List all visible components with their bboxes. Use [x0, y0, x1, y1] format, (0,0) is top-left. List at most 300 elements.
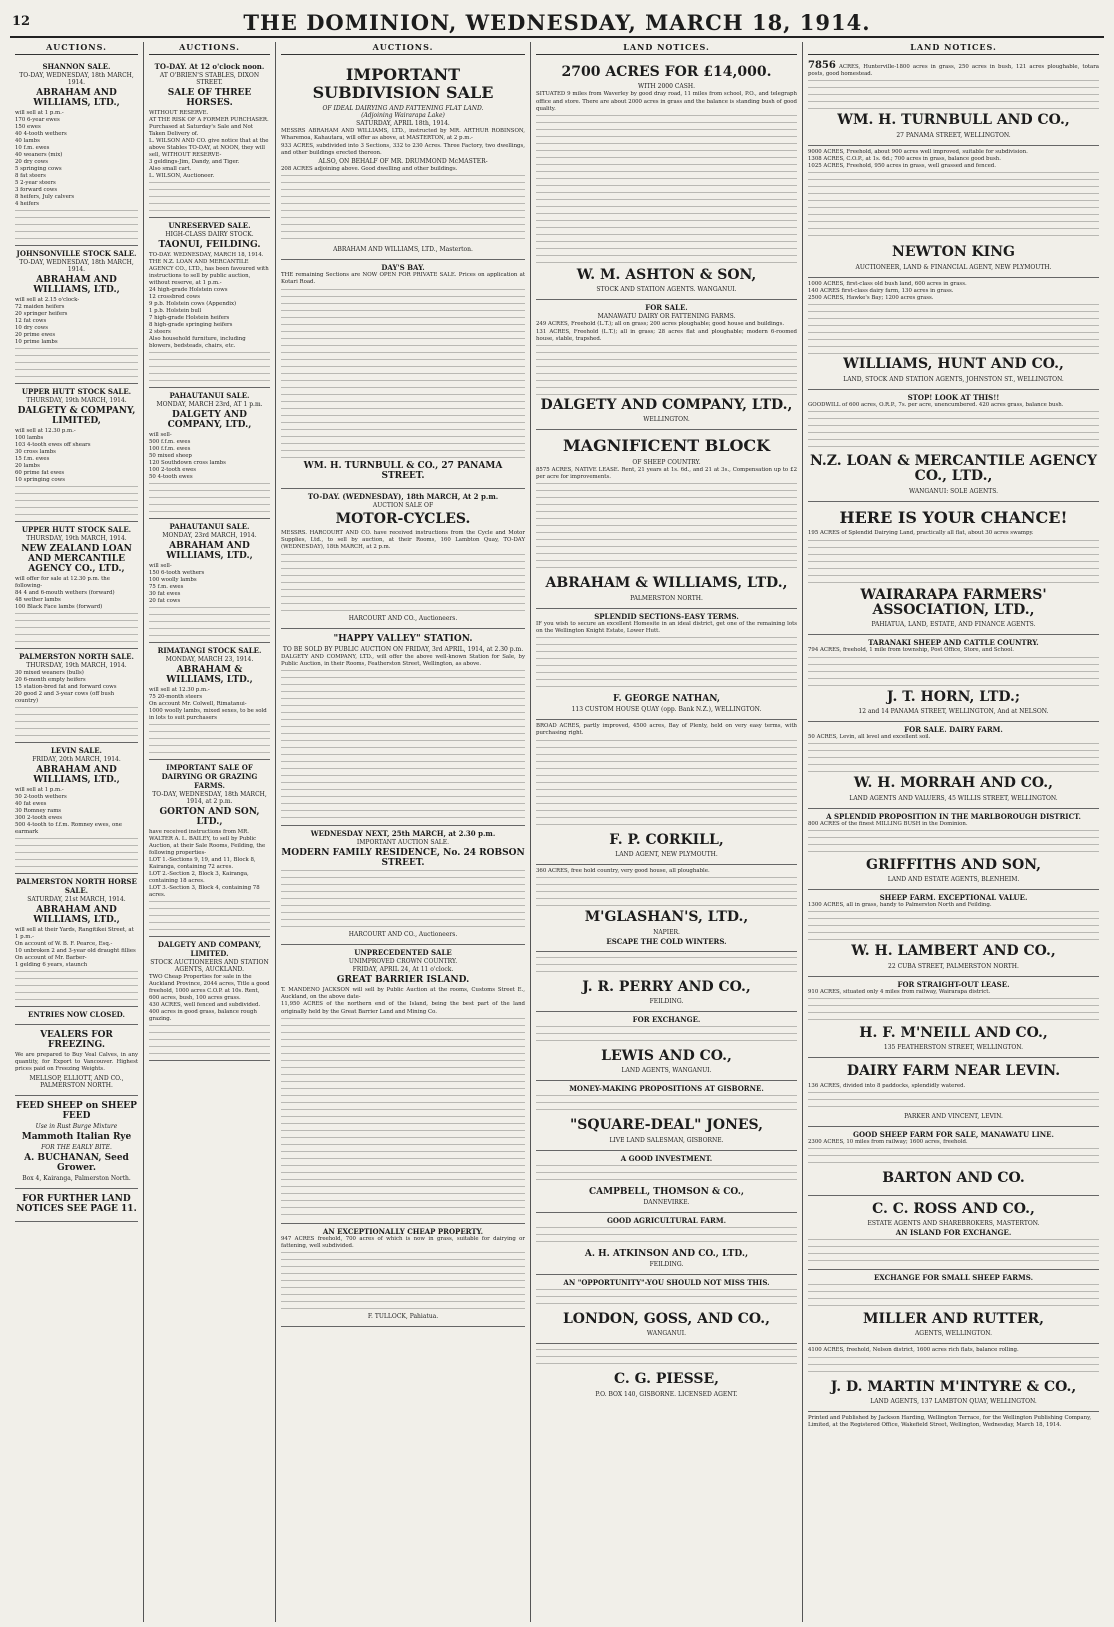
- ad-big: 2700 ACRES FOR £14,000.: [561, 64, 772, 80]
- body-text-lines: [536, 1026, 797, 1046]
- list-item: L. WILSON AND CO. give notice that at the above Stables TO-DAY, at NOON, they will sell, WITHOUT RESERVE-: [149, 138, 269, 158]
- list-item: On account Mr. Colwell, Rimatanui-: [149, 701, 247, 707]
- ad-sub: LAND AGENTS, 137 LAMBTON QUAY, WELLINGTON.: [870, 1397, 1037, 1405]
- ad-title: TO-DAY. At 12 o'clock noon.: [154, 62, 265, 71]
- ad-date: MONDAY, MARCH 23, 1914.: [165, 656, 254, 663]
- ad-text: T. MANDENO JACKSON will sell by Public Auction at the rooms, Customs Street E., Auckland, on the above date-: [281, 987, 525, 1001]
- imprint: Printed and Published by Jackson Harding, Wellington Terrace, for the Wellington Publishing Company, Limited, at the Registered Office, Wakefield Street, Wellington, Wednesday, March 18, 1914.: [808, 1414, 1092, 1428]
- feed-addr: Box 4, Kairanga, Palmerston North.: [22, 1174, 131, 1182]
- ad-text: 136 ACRES, divided into 8 paddocks, splendidly watered.: [808, 1082, 966, 1089]
- ad-title: PALMERSTON NORTH HORSE SALE.: [16, 877, 137, 895]
- ad-title: TO-DAY. (WEDNESDAY), 18th MARCH, At 2 p.m.: [307, 491, 499, 501]
- list-item: Also small cart.: [149, 166, 192, 172]
- columns: [10, 42, 1104, 1622]
- body-text-lines: [15, 486, 138, 516]
- list-item: WITHOUT RESERVE.: [149, 110, 209, 116]
- london-ad: [536, 1275, 797, 1344]
- ad-firm: ABRAHAM & WILLIAMS, LTD.,: [166, 665, 253, 685]
- list-item: 2 steers: [149, 329, 171, 335]
- ad-sub: STOCK AND STATION AGENTS. WANGANUI.: [596, 286, 737, 294]
- list-item: 100 Black Face lambs (forward): [15, 604, 103, 610]
- list-item: 9 p.b. Holstein cows (Appendix): [149, 301, 237, 307]
- ad-title: LEVIN SALE.: [51, 746, 102, 755]
- ad-title: SHANNON SALE.: [42, 62, 111, 71]
- manawatu-ad: [536, 300, 797, 430]
- magnificent-block-ad: [536, 430, 797, 608]
- happy-valley-ad: [281, 629, 525, 826]
- list-item: 5 springing cows: [15, 166, 62, 172]
- acre-figure: 7856: [808, 60, 836, 71]
- list-item: 100 woolly lambs: [149, 577, 197, 583]
- ad-title: FOR STRAIGHT-OUT LEASE.: [897, 979, 1010, 989]
- list-item: will sell at 12.30 p.m.-: [149, 687, 210, 693]
- horn-ad: [808, 635, 1099, 722]
- ad-addr: WELLINGTON.: [643, 416, 690, 424]
- list-item: 10 dry cows: [15, 325, 49, 331]
- ad-firm: H. F. M'NEILL AND CO.,: [859, 1024, 1048, 1041]
- feed-title: FEED SHEEP on SHEEP FEED: [16, 1100, 137, 1121]
- column-header: LAND NOTICES.: [536, 42, 797, 55]
- lot-list: [149, 563, 270, 605]
- ad-addr: 113 CUSTOM HOUSE QUAY (opp. Bank N.Z.), WELLINGTON.: [571, 706, 762, 714]
- list-item: 12 fat cows: [15, 318, 47, 324]
- ad-title: GOOD SHEEP FARM FOR SALE, MANAWATU LINE.: [853, 1129, 1054, 1139]
- column-1: [10, 42, 144, 1622]
- body-text-lines: [808, 1148, 1099, 1168]
- ad-date: THURSDAY, 19th MARCH, 1914.: [26, 535, 127, 542]
- feed-sub2: FOR THE EARLY BITE.: [41, 1143, 112, 1151]
- list-item: 100 f.f.m. ewes: [149, 446, 191, 452]
- body-text-lines: [149, 182, 270, 212]
- ad-firm: GRIFFITHS AND SON,: [866, 856, 1041, 873]
- ad-lot: 2500 ACRES, Hawke's Bay; 1200 acres grass.: [808, 295, 934, 302]
- list-item: will sell-: [149, 432, 172, 438]
- body-text-lines: [808, 1284, 1099, 1309]
- auction-list: [149, 59, 270, 1061]
- ad-big: GREAT BARRIER ISLAND.: [336, 975, 470, 986]
- motorcycle-ad: [281, 489, 525, 629]
- ad-sub: OF IDEAL DAIRYING AND FATTENING FLAT LAND.: [322, 105, 484, 113]
- ad-text: DALGETY AND COMPANY, LTD., will offer the above well-known Station for Sale, by Public Auction, in their Rooms, Featherston Street, Wellington, as above.: [281, 653, 525, 667]
- auction-ad: [15, 246, 138, 384]
- ad-date: MONDAY, MARCH 23rd, AT 1 p.m.: [156, 401, 263, 408]
- body-text-lines: [281, 670, 525, 820]
- list-item: will sell at their Yards, Rangitikei Street, at 1 p.m.-: [15, 927, 134, 940]
- lot-list: [15, 576, 138, 611]
- barrier-island-ad: [281, 945, 525, 1224]
- ad-addr: PALMERSTON NORTH.: [630, 594, 703, 602]
- ad-firm: HARCOURT AND CO., Auctioneers.: [348, 614, 458, 622]
- vealers-firm: MELLSOP, ELLIOTT, AND CO., PALMERSTON NORTH.: [29, 1074, 124, 1089]
- lot-list: [15, 297, 138, 346]
- body-text-lines: [808, 411, 1099, 451]
- ad-big: MOTOR-CYCLES.: [335, 510, 471, 527]
- auction-list: [15, 59, 138, 1007]
- ad-text: IF you wish to secure an excellent Homesite in an ideal district, get one of the remaining lots on the Wellington Knight Estate, Lower Hutt.: [536, 620, 797, 634]
- list-item: AT THE RISK OF A FORMER PURCHASER.: [149, 117, 269, 123]
- list-item: 300 2-tooth ewes: [15, 815, 63, 821]
- list-item: 150 6-tooth wethers: [149, 570, 205, 576]
- list-item: On account of Mr. Barber-: [15, 955, 87, 961]
- ad-firm: A. H. ATKINSON AND CO., LTD.,: [584, 1248, 749, 1259]
- feed-firm: A. BUCHANAN, Seed Grower.: [24, 1152, 129, 1173]
- list-item: 15 f.m. ewes: [15, 456, 50, 462]
- ad-sub: AGENTS, WELLINGTON.: [914, 1330, 993, 1338]
- body-text-lines: [281, 554, 525, 614]
- lot-list: [149, 110, 270, 180]
- ad-firm: HARCOURT AND CO., Auctioneers.: [348, 931, 458, 939]
- list-item: 5 2-year steers: [15, 180, 56, 186]
- masthead: [10, 6, 1104, 38]
- body-text-lines: [281, 1252, 525, 1312]
- list-item: 3 geldings-Jim, Dandy, and Tiger.: [149, 159, 240, 165]
- lot-list: [15, 670, 138, 705]
- body-text-lines: [149, 901, 270, 931]
- ad-date: AT O'BRIEN'S STABLES, DIXON STREET.: [159, 72, 260, 86]
- ad-firm: MILLER AND RUTTER,: [863, 1310, 1044, 1327]
- list-item: 48 wether lambs: [15, 597, 61, 603]
- body-text-lines: [15, 613, 138, 643]
- auction-ad: [149, 519, 270, 643]
- list-item: 7 high-grade Holstein heifers: [149, 315, 230, 321]
- ad-title: AN EXCEPTIONALLY CHEAP PROPERTY.: [322, 1226, 484, 1236]
- list-item: 10 springing cows: [15, 477, 66, 483]
- list-item: Purchased at Saturday's Sale and Not Taken Delivery of.: [149, 124, 253, 137]
- ad-title: UPPER HUTT STOCK SALE.: [21, 525, 132, 534]
- ad-text: SITUATED 9 miles from Waverley by good dray road, 11 miles from school, P.O., and telegraph office and store. There are about 2000 acres in grass and the balance is standing bush of good quality.: [536, 91, 797, 112]
- list-item: 1000 woolly lambs, mixed sexes, to be sold in lots to suit purchasers: [149, 708, 267, 721]
- ad-firm: F. GEORGE NATHAN,: [613, 694, 720, 705]
- footer-notice: [15, 1189, 138, 1222]
- list-item: 40 lambs: [15, 138, 40, 144]
- column-2: [144, 42, 276, 1622]
- list-item: have received instructions from MR. WALTER A. L. BAILEY, to sell by Public Auction, at their Sale Rooms, Feilding, the following properties-: [149, 829, 266, 856]
- miller-ad: [808, 1270, 1099, 1344]
- ad-title: EXCHANGE FOR SMALL SHEEP FARMS.: [873, 1272, 1034, 1282]
- ad-date: TO-DAY, WEDNESDAY, 18th MARCH, 1914.: [19, 72, 134, 86]
- page-number: 12: [12, 14, 31, 29]
- body-text-lines: [536, 740, 797, 830]
- ad-firm: PARKER AND VINCENT, LEVIN.: [904, 1112, 1003, 1120]
- ad-title: GOOD AGRICULTURAL FARM.: [606, 1215, 727, 1225]
- ad-title: AN "OPPORTUNITY"-YOU SHOULD NOT MISS THIS.: [563, 1277, 770, 1287]
- body-text-lines: [536, 1227, 797, 1247]
- williams-hunt-ad: [808, 278, 1099, 390]
- ad-text: MESSRS ABRAHAM AND WILLIAMS, LTD., instructed by MR. ARTHUR ROBINSON, Wharemoa, Kahautara, will offer as above, at MASTERTON, at 2 p.m.-: [281, 128, 525, 142]
- ad-firm: ABRAHAM AND WILLIAMS, LTD.,: [166, 541, 253, 561]
- list-item: On account of W. B. F. Pearce, Esq.-: [15, 941, 113, 947]
- body-text-lines: [149, 352, 270, 382]
- entries-notice: [15, 1007, 138, 1025]
- lot-list: [15, 927, 138, 969]
- ad-title: MONEY-MAKING PROPOSITIONS AT GISBORNE.: [569, 1084, 764, 1094]
- lot-list: [15, 428, 138, 484]
- newspaper-title: THE DOMINION, WEDNESDAY, MARCH 18, 1914.: [243, 10, 871, 35]
- morrah-ad: [808, 722, 1099, 809]
- ad-text: 50 ACRES, Levin, all level and excellent soil.: [808, 733, 931, 740]
- list-item: 4 heifers: [15, 201, 40, 207]
- body-text-lines: [149, 607, 270, 637]
- list-item: 8 fat steers: [15, 173, 46, 179]
- ad-text: 794 ACRES, freehold, 1 mile from township, Post Office, Store, and School.: [808, 647, 1014, 654]
- ad-lot: ALSO, ON BEHALF OF MR. DRUMMOND McMASTER-: [318, 158, 488, 165]
- ad-sub: MANAWATU DAIRY OR FATTENING FARMS.: [597, 313, 736, 321]
- ad-firm: ABRAHAM & WILLIAMS, LTD.,: [545, 575, 788, 592]
- ad-firm: ABRAHAM AND WILLIAMS, LTD.,: [33, 88, 120, 108]
- list-item: 20 prime ewes: [15, 332, 56, 338]
- days-bay-ad: [281, 260, 525, 488]
- ad-title: IMPORTANT SUBDIVISION SALE: [312, 65, 494, 102]
- body-text-lines: [536, 1349, 797, 1369]
- atkinson-ad: [536, 1213, 797, 1275]
- ad-firm: M'GLASHAN'S, LTD.,: [584, 909, 749, 926]
- auction-ad: [149, 388, 270, 519]
- ad-title: PALMERSTON NORTH SALE.: [19, 652, 134, 661]
- ad-text: 2300 ACRES, 10 miles from railway; 1600 acres, freehold.: [808, 1138, 968, 1145]
- body-text-lines: [808, 830, 1099, 855]
- list-item: 170 6-year ewes: [15, 117, 60, 123]
- auction-ad: [149, 59, 270, 218]
- auction-ad: [15, 874, 138, 1007]
- body-text-lines: [536, 1289, 797, 1309]
- body-text-lines: [808, 304, 1099, 354]
- acres-ad: [536, 59, 797, 300]
- ad-sub: 22 CUBA STREET, PALMERSTON NORTH.: [888, 962, 1019, 970]
- lambert-ad: [808, 890, 1099, 977]
- body-text-lines: [281, 289, 525, 459]
- body-text-lines: [536, 1165, 797, 1185]
- auction-ad: [15, 384, 138, 522]
- ad-firm: N.Z. LOAN & MERCANTILE AGENCY CO., LTD.,: [810, 453, 1097, 485]
- ad-title: PAHAUTANUI SALE.: [169, 391, 250, 400]
- corkill-ad: [536, 720, 797, 865]
- ad-firm: DALGETY AND COMPANY, LTD.,: [540, 397, 793, 413]
- ad-firm: J. D. MARTIN M'INTYRE & CO.,: [830, 1378, 1077, 1395]
- feed-name: Mammoth Italian Rye: [21, 1131, 132, 1142]
- ad-title: PAHAUTANUI SALE.: [169, 522, 250, 531]
- ad-text: 1300 ACRES, all in grass, handy to Palmerston North and Feilding.: [808, 902, 992, 909]
- ad-sub: FEILDING.: [649, 997, 684, 1005]
- ad-firm: W. M. ASHTON & SON,: [576, 267, 757, 283]
- list-item: Also household furniture, including blowers, bedsteads, chairs, etc.: [149, 336, 246, 349]
- ad-firm: DALGETY & COMPANY, LIMITED,: [17, 406, 136, 426]
- griffiths-ad: [808, 809, 1099, 891]
- ad-title: ESCAPE THE COLD WINTERS.: [606, 936, 727, 946]
- body-text-lines: [808, 1357, 1099, 1377]
- ad-firm: W. H. MORRAH AND CO.,: [853, 775, 1054, 792]
- body-text-lines: [536, 1095, 797, 1115]
- list-item: 20 6-month empty heifers: [15, 677, 86, 683]
- body-text-lines: [536, 115, 797, 265]
- ad-title: UNPRECEDENTED SALE: [354, 948, 452, 958]
- ad-title: A GOOD INVESTMENT.: [620, 1153, 713, 1163]
- ad-sub: LIVE LAND SALESMAN, GISBORNE.: [609, 1136, 724, 1144]
- levin-ad: [808, 1058, 1099, 1127]
- lewis-ad: [536, 1012, 797, 1081]
- ad-sub: ESTATE AGENTS AND SHAREBROKERS, MASTERTON.: [867, 1219, 1040, 1227]
- list-item: 30 cross lambs: [15, 449, 56, 455]
- list-item: 3 forward cows: [15, 187, 58, 193]
- ad-text: GOODWILL of 600 acres, O.R.P., 7s. per acre, unencumbered. 420 acres grass, balance bush.: [808, 401, 1064, 408]
- ad-firm: BARTON AND CO.: [882, 1170, 1025, 1187]
- ad-sub: IMPORTANT AUCTION SALE.: [356, 839, 450, 847]
- ad-firm: LEWIS AND CO.,: [601, 1047, 732, 1064]
- ad-title: IMPORTANT SALE OF DAIRYING OR GRAZING FARMS.: [161, 763, 258, 790]
- ad-sub: P.O. BOX 140, GISBORNE. LICENSED AGENT.: [595, 1390, 738, 1398]
- lot-list: [149, 974, 270, 1023]
- ad-lot: 1308 ACRES, C.O.P., at 1s. 6d.; 700 acres in grass, balance good bush.: [808, 156, 1001, 162]
- body-text-lines: [281, 870, 525, 930]
- list-item: will sell at 12.30 p.m.-: [15, 428, 76, 434]
- list-item: 150 ewes: [15, 124, 41, 130]
- list-item: 10 prime lambs: [15, 339, 58, 345]
- footer-text: FOR FURTHER LAND NOTICES SEE PAGE 11.: [16, 1193, 137, 1214]
- barton-ad: [808, 1127, 1099, 1196]
- list-item: 72 maiden heifers: [15, 304, 65, 310]
- column-header: AUCTIONS.: [15, 42, 138, 55]
- ad-sub: UNIMPROVED CROWN COUNTRY.: [348, 958, 458, 966]
- column-header: LAND NOTICES.: [808, 42, 1099, 55]
- body-text-lines: [536, 957, 797, 977]
- auction-ad: [15, 649, 138, 743]
- list-item: 120 Southdown cross lambs: [149, 460, 226, 466]
- ad-firm: C. G. PIESSE,: [613, 1371, 720, 1388]
- ad-sub: 12 and 14 PANAMA STREET, WELLINGTON, And at NELSON.: [858, 707, 1049, 715]
- body-text-lines: [808, 998, 1099, 1023]
- list-item: will sell-: [149, 563, 172, 569]
- ad-text: ACRES, Hunterville-1800 acres in grass, 250 acres in bush, 121 acres ploughable, totara posts, good homestead.: [808, 64, 1099, 78]
- body-text-lines: [149, 724, 270, 754]
- ad-sub: NAPIER.: [653, 928, 680, 936]
- ad-title: WEDNESDAY NEXT, 25th MARCH, at 2.30 p.m.: [310, 829, 496, 839]
- ad-lot: 249 ACRES, Freehold (L.T.); all on grass; 200 acres ploughable; good house and buildings.: [536, 321, 785, 328]
- body-text-lines: [15, 971, 138, 1001]
- ad-title: FOR EXCHANGE.: [632, 1014, 701, 1024]
- ad-sub: LAND AGENT, NEW PLYMOUTH.: [615, 850, 718, 858]
- stop-look-ad: [808, 390, 1099, 502]
- list-item: 500 4-tooth to f.f.m. Romney ewes, one earmark: [15, 822, 122, 835]
- list-item: 20 dry cows: [15, 159, 49, 165]
- list-item: will sell at 1 p.m.-: [15, 110, 64, 116]
- body-text-lines: [536, 637, 797, 692]
- body-text-lines: [808, 1239, 1099, 1264]
- ad-lot: 131 ACRES, Freehold (L.T.); all in grass; 28 acres flat and ploughable; modern 6-roomed house, stable, trapshed.: [536, 328, 797, 342]
- ad-big: MODERN FAMILY RESIDENCE, No. 24 ROBSON STREET.: [281, 848, 525, 869]
- body-text-lines: [536, 877, 797, 907]
- ad-sub: AUCTIONEER, LAND & FINANCIAL AGENT, NEW PLYMOUTH.: [855, 263, 1052, 271]
- ad-sub: LAND AGENTS, WANGANUI.: [621, 1067, 712, 1075]
- ad-title: JOHNSONVILLE STOCK SALE.: [16, 249, 137, 258]
- ad-date: FRIDAY, APRIL 24, At 11 o'clock.: [352, 966, 454, 974]
- ad-lot: 208 ACRES adjoining above. Good dwelling and other buildings.: [281, 166, 458, 172]
- ad-firm: F. TULLOCK, Pahiatua.: [367, 1313, 439, 1321]
- ad-text: 800 ACRES of the finest MILLING BUSH in the Dominion.: [808, 820, 968, 827]
- body-text-lines: [808, 657, 1099, 687]
- list-item: 40 weaners (mix): [15, 152, 63, 158]
- ad-title: SPLENDID SECTIONS-EASY TERMS.: [594, 611, 739, 621]
- ad-title: FOR SALE.: [645, 303, 688, 313]
- list-item: 430 ACRES, well fenced and subdivided. 400 acres in good grass, balance rough grazing.: [149, 1002, 261, 1022]
- ad-text: THE remaining Sections are NOW OPEN FOR PRIVATE SALE. Prices on application at Kotari Road.: [281, 272, 525, 286]
- body-text-lines: [808, 743, 1099, 773]
- ad-title: UNRESERVED SALE.: [168, 221, 251, 230]
- list-item: TWO Cheap Properties for sale in the Auckland Province, 2044 acres, Title a good freehold, 1000 acres C.O.P. at 10s. Rent, 600 acres, bush, 100 acres grass.: [149, 974, 270, 1001]
- body-text-lines: [15, 707, 138, 737]
- ad-firm: WAIRARAPA FARMERS' ASSOCIATION, LTD.,: [860, 586, 1047, 618]
- cheap-property-ad: [281, 1224, 525, 1327]
- list-item: 50 2-tooth wethers: [15, 794, 67, 800]
- list-item: will sell at 1 p.m.-: [15, 787, 64, 793]
- ad-text: 360 ACRES, free hold country, very good house, all ploughable.: [536, 867, 710, 874]
- ad-firm: ABRAHAM AND WILLIAMS, LTD.,: [33, 275, 120, 295]
- ad-title: AN ISLAND FOR EXCHANGE.: [895, 1227, 1012, 1237]
- lot-list: [15, 110, 138, 208]
- ad-firm: ABRAHAM AND WILLIAMS, LTD.,: [33, 905, 120, 925]
- vealers-text: We are prepared to Buy Veal Calves, in any quantity, for Export to Vancouver. Highest prices paid on Freezing Weights.: [15, 1052, 138, 1073]
- list-item: will offer for sale at 12.30 p.m. the following-: [15, 576, 110, 589]
- list-item: 50 4-tooth ewes: [149, 474, 193, 480]
- ad-title: A SPLENDID PROPOSITION IN THE MARLBOROUGH DISTRICT.: [826, 811, 1081, 821]
- ad-text: 947 ACRES freehold, 700 acres of which is now in grass, suitable for dairying or fattening, well subdivided.: [281, 1235, 525, 1250]
- ad-sub: PAHIATUA, LAND, ESTATE, AND FINANCE AGENTS.: [871, 621, 1036, 629]
- ad-date: TO-DAY, WEDNESDAY, 18th MARCH, 1914, at 2 p.m.: [152, 791, 267, 805]
- list-item: 8 heifers, July calvers: [15, 194, 75, 200]
- ad-date: FRIDAY, 20th MARCH, 1914.: [32, 756, 121, 763]
- ad-text: BROAD ACRES, partly improved, 4500 acres, Bay of Plenty, held on very easy terms, with purchasing right.: [536, 723, 797, 737]
- body-text-lines: [808, 80, 1099, 110]
- ad-date: THURSDAY, 19th MARCH, 1914.: [26, 397, 127, 404]
- ad-sub: WANGANUI.: [646, 1330, 687, 1338]
- ad-sub: LAND, STOCK AND STATION AGENTS, JOHNSTON ST., WELLINGTON.: [843, 375, 1064, 383]
- auction-ad: [15, 59, 138, 246]
- ad-lot: 1025 ACRES, Freehold, 950 acres in grass, well grassed and fenced.: [808, 163, 996, 170]
- ad-firm: ABRAHAM AND WILLIAMS, LTD.,: [33, 765, 120, 785]
- ad-lot: 933 ACRES, subdivided into 3 Sections, 332 to 230 Acres. Three Factory, two dwellings, and other buildings erected thereon.: [281, 142, 525, 156]
- ad-lot: 1000 ACRES, first-class old bush land, 600 acres in grass.: [808, 280, 967, 287]
- ad-firm: J. R. PERRY AND CO.,: [582, 978, 751, 995]
- body-text-lines: [536, 345, 797, 395]
- list-item: 50 mixed sheep: [149, 453, 192, 459]
- ad-firm: TAONUI, FEILDING.: [158, 240, 261, 250]
- list-item: 20 lambs: [15, 463, 40, 469]
- ad-text: 4100 ACRES, freehold, Nelson district, 1600 acres rich flats, balance rolling.: [808, 1347, 1019, 1354]
- auction-ad: [149, 643, 270, 760]
- ad-title: DALGETY AND COMPANY, LIMITED.: [157, 940, 262, 958]
- lot-list: [149, 687, 270, 722]
- ad-lot: 11,950 ACRES of the northern end of the Island, being the best part of the land originally held by the Great Barrier Land and Mining Co.: [281, 1001, 525, 1015]
- ad-huge: HERE IS YOUR CHANCE!: [839, 507, 1068, 527]
- list-item: 1 gelding 6 years, staunch: [15, 962, 88, 968]
- ad-huge: MAGNIFICENT BLOCK: [562, 436, 771, 456]
- ad-lot: 140 ACRES first-class dairy farm, 130 acres in grass.: [808, 288, 954, 294]
- body-text-lines: [808, 172, 1099, 242]
- lot-list: [149, 829, 270, 899]
- body-text-lines: [808, 1092, 1099, 1112]
- auction-ad: [15, 522, 138, 649]
- ad-firm: "SQUARE-DEAL" JONES,: [569, 1117, 764, 1134]
- list-item: 10 f.m. ewes: [15, 145, 50, 151]
- sections-ad: [536, 609, 797, 720]
- ad-title: UPPER HUTT STOCK SALE.: [21, 387, 132, 396]
- list-item: 8 high-grade springing heifers: [149, 322, 233, 328]
- ad-sub: OF SHEEP COUNTRY.: [632, 458, 701, 466]
- list-item: 15 station-bred fat and forward cows: [15, 684, 117, 690]
- body-text-lines: [281, 175, 525, 245]
- ad-firm: CAMPBELL, THOMSON & CO.,: [589, 1186, 744, 1197]
- column-3: [276, 42, 531, 1622]
- list-item: 100 lambs: [15, 435, 44, 441]
- ad-firm: F. P. CORKILL,: [609, 831, 724, 848]
